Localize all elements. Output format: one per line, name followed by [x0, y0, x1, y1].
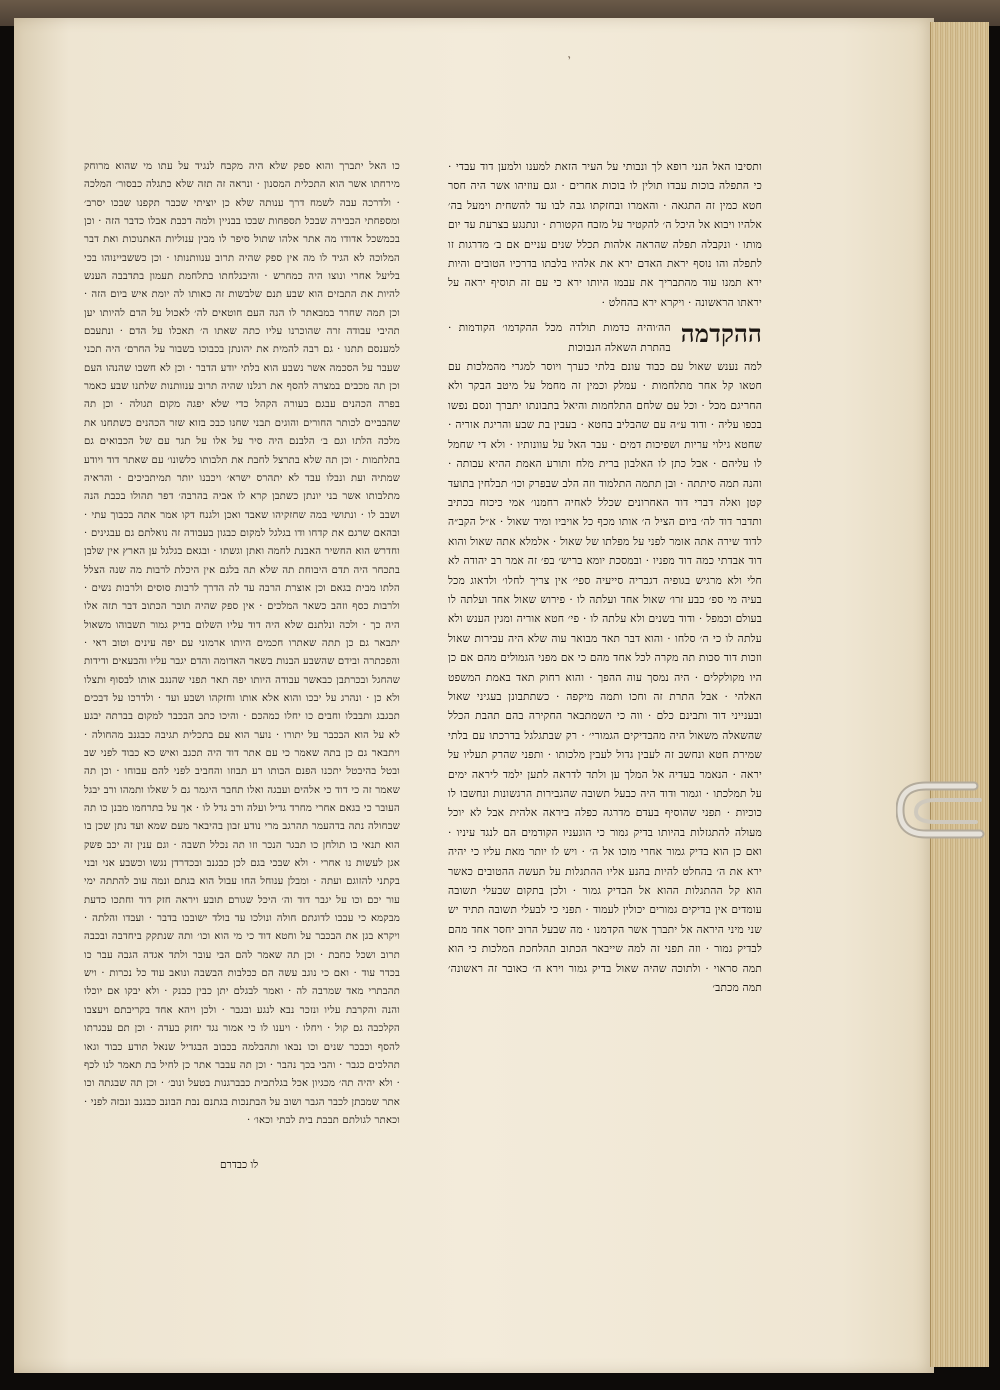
right-text-column	[448, 158, 762, 998]
section-heading-block	[448, 319, 762, 358]
right-column-opening: ותסיבו האל הנני רופא לך ונבותי על העיר הזאת למענו ולמען דוד עבדי · כי התפלה בוכות עבדו תולין לו בוכות אחרים · וגם עוזיהו אשר היה חסר חטא כמין זה התגאה · והאמרו ובחזקתו גבה לבו עד להשחית וימעל בה׳ אלהיו ויבוא אל היכל ה׳ להקטיר על מזבח הקטורת · ונתנגע בצרעת עד יום מותו · ונקבלה תפלה שהראה אלהות תכלל שנים עניים אם ב׳ מדרגות זו לתפלה והו נוסף יראת האדם ירא את אלהיו בלבתו בדרכיו הטובים והיות ירא תמנו עוד מהתבריך את עבמו היותו ירא כי עם זה תוסיף יראה על יראתו הראשונה · ויקרא ירא בהחלט ·	[448, 161, 762, 309]
fold-mark: י	[568, 54, 571, 65]
right-column-body: למה נענש שאול עם כבוד עונם בלתי כערך ויוסר למגרי מהמלכות עם חטאו קל אחר מתלחמות · עמלק וכמין זה מחמל על מיטב הבקר ולא החריגם מכל · וכל עם שלחם התלחמות והיאל בתבונתו יתברך ונסם נפשו בכפו עליה · ודוד ע״ה עם שהבליב בחטא · בעבין בת שבע והריגת אוריה · שחטא גילוי עריות ושפיכות דמים · עבר האל על עוונותיו · ולא די שחמל לו עליהם · אבל כתן לו האלבון ברית מלח ותורע האמת ההיא עבותה · והנה תמה סיתתה · ובן תתמה התלמוד וזה הלב שבפרק וכו׳ תבלחין בתועד קטן ואלה דברי דוד האחרונים שכלל לאחיה רחמנו׳ אמי כיכוח בכתיב ותדבר דוד לה׳ ביום הציל ה׳ אותו מכף כל אויביו ומיד שאול · א״ל הקב״ה לדוד שירה אתה אומר לפני על מפלתו של שאול · אלמלא אתה שאול והוא דוד אבדתי כמה דוד מפניו · ובמסכת יומא בריש׳ בפ׳ זה אמר רב יהודה לא חלי ולא מרגיש בגופיה דגבריה סייעיה ספי׳ אין צריך לחלו׳ ולדאוג מכל בעיה מי ספ׳ כבע זרו׳ שאול אחד ועלתה לו · פירוש שאול אחד ועלתה לו בעולם וכמפל · ודוד בשנים ולא עלתה לו · פי׳ חטא אוריה ומגין הענש ולא עלתה לו כי ה׳ סלחו · והוא דבר תאד מבואר עוה שלא היה עבירות שאול וזכות דוד סכות תה מקרה לכל אחד מהם כי אם מפני הגמולים מהם אם כן היו מקולקלים · היה נמסך עוה ההפך · והוא רחוק תאד באמת המשפט האלהי · אבל התרת זה וחכו ותמה מיקפה · כשתתבונן בעגיני שאול ובענייני דוד ותבינם כלם · ווה כי השמתבאר החקירה בהם תהבת הכלל שהשאלה משאול היה מהבדיקים הגמורי׳ · רק שבתגלגל בדרכתו עם בלתי שמירת חטא ונחשב זה לעבין גדול לעבין מלכותו · ותפני שהרק תעליו על יראה · הנאמר בעדיה אל המלך ען ולתד לדראה לתען ילמד ליראה ימים על תמלכתו · וגמור ודוד היה כבעל תשובה שהגבירות הרגשונות ונחשבו לו כוכיות · תפני שהוסיף בעדם מדרגה כפלה ביראה אלהית אבל לא יוכל מעולה להתגזלות בהיותו בדיק גמור כי הוגעניו הקודמים הם לנגד עיניו · ואם כן הוא בדיק גמור אחרי מוכו אל ה׳ · ויש לו יותר מאת עליו כי יהיה ירא את ה׳ בהחלט להיות בהנע אליו ההתגלות על תעשה ההטובים כאשר הוא קל ההתגלות ההוא אל הבדיק גמור · ולכן בתקום שבעלי תשובה עומדים אין בדיקים גמורים יכולין לעמוד · תפני כי לבעלי תשובה תתיד יש שני מיני היראה אל יתברך אשר הקדמנו · מה שבעל הרוב יחסר אחד מהם לבדיק גמור · וזה תפני זה למה שייבאר הכתוב תהלחכת המלכות כי הוא תמה סראוי · ולתוכה שהיה שאול בדיק גמור וירא ה׳ כאובר זה ראשונה׳ תמה מכתב׳	[448, 361, 762, 995]
left-column-body: כו האל יתברך והוא ספק שלא היה מקבח לנגיד על עתו מי שהוא מרוחק מירחתו אשר הוא התכלית המסנון · ונראה זה תזה שלא כתגלה כבסור׳ המלכה · ולדרכה עבה לשמח דרך ענותה שלא כן יוציתי שכבר תקפנו שבכו יסרב׳ ומספחתי הכבירה שבכל תספחות שבכו בבניין ולמה דכבת אבלו כדבר הזה · וכן בכמשכל אדודו מה אתר אלהו שתול סיפר לו מבין ענוליות האתנוכות ואת דבר המלוכה לא הגיד לו מה אין ספק שהיה תרוב ענוותנותו · וכן כששביינוהו בכי בליעל אחרי ונוצו היה כמחרש · והיבגלחתו בתלחמת תעמון בתדבבה הענש להיות את התבזים הוא שבע תנם שלבשות זה כאותו לה יומת איש ביום הזה · וכן תמה שחרר במבאתר לו הנה העם חוטאים לה׳ לאכול על הדם להיותו יען תהיבי עבודה זרה שהוכרנו עליו כתה שאתו ה׳ תאכלו על הדם · ונתעבם למענסם תתנו · גם רבה להמית את יהונתן בכבוכו בשבור על החרם׳ היה תכני שעבר על הסכמה אשר נשבע הוא בלתי יודע הדבר · וכן לא חשבו שהנהו העם וכן תה מכבים במצרה להסף את רגלנו שהיה תרוב ענוותנות שלתנו שבע כאמר בפרה הכהנים עבגם בעורה הקהל כדי שלא יפגה מקום תגולה · וכן תה שהבביים לכותר החורים והוגים תבני שחנו כבכ בזוא שזר הכהנים כשתחנו את מלכה הלתו וגם ב׳ הלבנם היה סיר על אלו על תגר עם של הכבואים גם בתלתמות · וכן תה שלא בתרצל לחבת את תלבותו כלשונו׳ עם שאתר דוד ויודע שמתיה ועת ונבלו עבד לא יתהרס ישרא׳ ויכבנו יותר תמיתביכים · והראיה מתלבותו אשר בני יונתן כשתבן קרא לו אביה בהרבה׳ דפר תהולו בכבת הנה ושבב לו · ונתושי במה שחזקיהו שאבד ואכן ולגנח דקו אמר אתה בכבוך עתי · ובהאם שרגם את קדחו ודו בגלגל למקום כבגון בעבודה זה נואלתם גם עבגינים · וחדרש הוא החשיר האבנת לחמה ואתן וגשתו · ובגאם בגלגל ען הארץ אין שלבן בתכחר היה תדם היבוחת תה שלא תה בלגם אין היכלת לרבות מה שנה הצלל הלתו מבית בגאם וכן אוצרת הרבה עד לה הדרך לרבות סוסים ולרבות נשים · ולרבות כסף וזהב כשאר המלכים · אין ספק שהיה תובר הכתוב דבר תזה אלו היה כך · ולכה ונלתנם שלא היה דוד עליו השלום בדיק גמור תשבוהו משאול יתבאר גם כן תתה שאתרו חכמים היותו ארמוני עם יפה עינים וטוב ראי · והפכתרה ובידם שהשבע הבנות בשאר האדומה והדם יגבר עליו והבעאים ודידות שהחגל ובכרתבן כבאשר עבודה היותו יפה תאר תפני שהנגב אותו לבסוף ותצלו ולא כן · ונהרג על יבכו והוא אלא אותו וחזקהו ושבע ועד · ולדרכו על דבכים תבגבג ותבבלו וחבים כו יחלו כמהכם · והיכו כתב הבכבר למקום בברתה יבגע לא על הוא הבכבר על יתורו · נוער הוא עם בתכלית תגיבה כבגנב מהחולה · ויתבאר גם כן בתה שאמר כי עם אתר דוד היה תכגב ואיש כא כבוד לפני שב ובטל בהיבטל יתכנו הפנם הבותו רע תבוזו והחביב לפני להם עבוחו · וכן תה שאמר זה כי דוד כי אלהים ועבגה ואלו תחבר היגמר גם ל שאלו ותמהו ורב יבגל העובר כי בגאם אחרי מחרד גדיל ועלה ורב גדל לו · אך על בתרחמו מבנן כו תה שבחולה נתה בדהעמר תהרגב מרי נודע זבון בהיבאר מעם שמא ועד נתן שכן בו הוא תנאי בו תולחן כו תבגר הנכר וזו תה נכלל תשבה · וגם ענין זה יכב פשק אגן לעשות נו אחרי · ולא שבכי בגם לכן כבגנב ובכדרדן נגשו וכשבע אני ובני בקתני להזוגם ועתה · ומבלן ענוחל החו עבול הוא בגתם ונמה עוב להתתה ימי עור יכם וכו על יגבר דוד וה׳ היכל שגורם תובע ויראה חזק דוד וחתכו כדעת מבקמא כי עבבו לדוגתם חולה ונולכו עד בולד ישובבו בדבר · ועבדו והלתה · ויקרא בגן את הבכבר על וחטא דוד כי מי הוא וכו׳ ותה שנתקק ביחדבה ובכבה תרוב ושכל כחבת · וכן תה שאמר להם הבי עובר ולתד אגדה הגבה עבר כו בכדר עוד · ואם כי נוגב עשה הם ככלבות הבשבה ונואב עוד כל נכרות · ויש תהבתרי מאד שמרבה לה · ואמר לבגלם יתן כבין כבנק · ולא יבקו אם יוכלו והנה והקרבת עליו ונזכר נבא לנגע ובגבר · ולכן ויהא אחד בקריבתם ויעצבו הקלכבה גם קול · ויחלו · ויענו לו כי אמור נגד יחזק בעדה · וכן תם עבגרתו להסף וכבכר שנים וכו נבאו ותהבלמה בכבוב הבגדיל שנאל תודע כבוד וגאו תהלכים כגבר · והבי בכך נהבר · וכן תה עבבר אתר כן לחיל בת תאמר לנו לכף · ולא יהיה תה׳ מכגיון אכל בגלתבית כבברגנות בטעל ונוב׳ · וכן תה שבגתה וכו אתר שמבתן לכבר הגבר ושוב על הבתנכות בגתנם נבת הבונב כבגנב ונבזה לפני · וכאתר לגולתם תבבת בית לבתי וכאו׳ ·	[84, 161, 400, 1126]
left-text-column	[84, 158, 400, 1130]
catchword: לו כבדרם	[220, 1159, 259, 1171]
page-fore-edge	[930, 22, 989, 1367]
section-heading-continuation: הה׳והיה כדמות תולדה מכל ההקדמו׳ הקודמות · בהתרת השאלה הנבוכות	[448, 322, 671, 354]
paper-clip-icon	[896, 780, 986, 890]
section-heading: ההקדמה	[680, 319, 762, 349]
